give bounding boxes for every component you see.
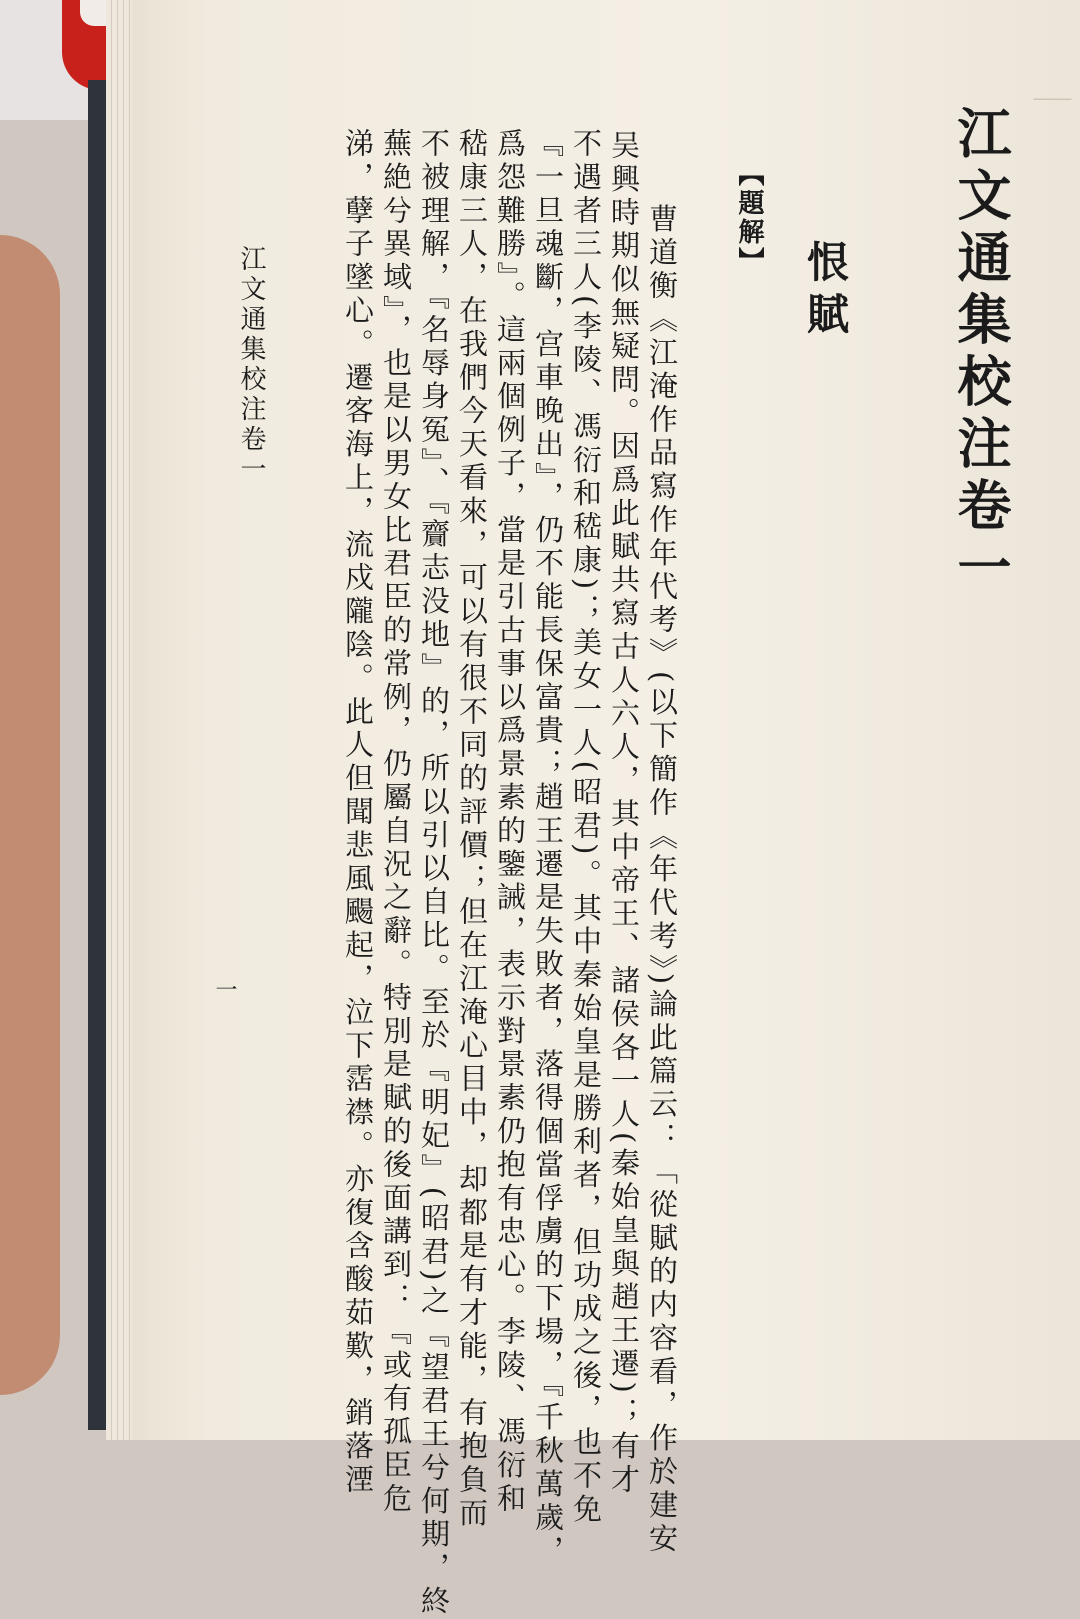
body-column: 嵇康三人，在我們今天看來，可以有很不同的評價；但在江淹心目中，却都是有才能，有抱負而	[455, 128, 489, 1531]
body-column: 涕，孽子墜心。遷客海上，流戍隴陰。此人但聞悲風颺起，泣下霑襟。亦復含酸茹歎，銷落湮	[341, 128, 375, 1498]
page-number: 一	[212, 978, 237, 1000]
book-title: 江文通集校注卷一	[949, 105, 1013, 601]
holding-finger	[0, 235, 60, 1395]
section-label: 【題解】	[734, 160, 764, 276]
bleed-through-line: ｜	[1027, 80, 1071, 130]
body-column: 曹道衡《江淹作品寫作年代考》(以下簡作《年代考》)論此篇云：「從賦的内容看，作於建安	[645, 170, 679, 1557]
body-column: 吴興時期似無疑問。因爲此賦共寫古人六人，其中帝王、諸侯各一人(秦始皇與趙王遷)；有才	[607, 130, 641, 1498]
body-column: 爲怨難勝』。這兩個例子，當是引古事以爲景素的鑒誡，表示對景素仍抱有忠心。李陵、馮衍和	[493, 128, 527, 1517]
body-column: 『一旦魂斷，宫車晚出』，仍不能長保富貴；趙王遷是失敗者，落得個當俘虜的下場，『千秋萬歲，	[531, 128, 565, 1569]
body-column: 不遇者三人(李陵、馮衍和嵇康)；美女一人(昭君)。其中秦始皇是勝利者，但功成之後，也不免	[569, 128, 603, 1527]
chapter-title: 恨賦	[801, 240, 850, 344]
running-head: 江文通集校注卷一	[236, 245, 266, 485]
body-column: 蕪絶兮異域』，也是以男女比君臣的常例，仍屬自況之辭。特別是賦的後面講到：『或有孤臣危	[379, 128, 413, 1517]
body-column: 不被理解，『名辱身冤』、『齎志没地』的，所以引以自比。至於『明妃』(昭君)之『望君王兮何期，終	[417, 128, 451, 1619]
